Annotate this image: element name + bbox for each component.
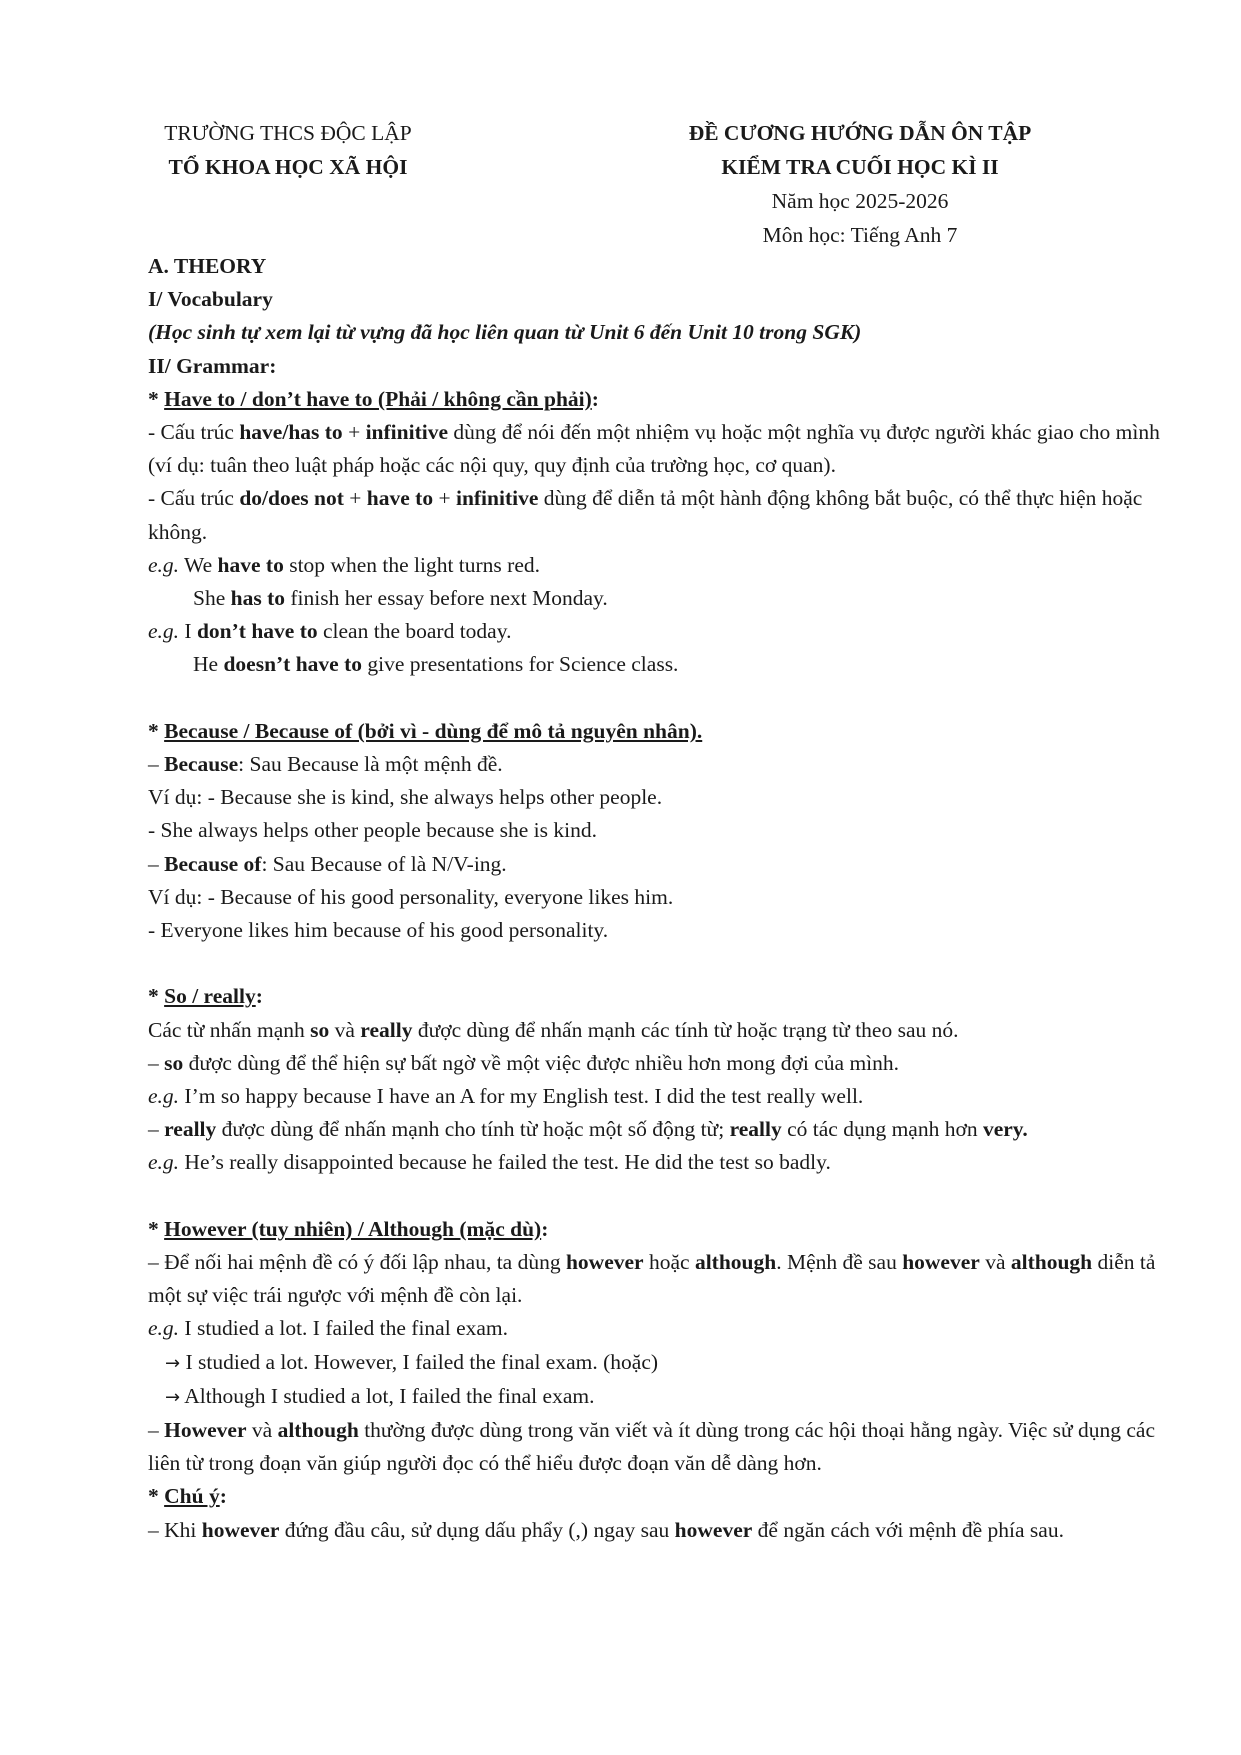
so-really-intro: Các từ nhấn mạnh so và really được dùng để nhấn mạnh các tính từ hoặc trạng từ theo sau nó.	[148, 1017, 959, 1042]
topic-heading-because: * Because / Because of (bởi vì - dùng để mô tả nguyên nhân).	[148, 718, 703, 743]
example-line: → I studied a lot. However, I failed the final exam. (hoặc)	[165, 1349, 659, 1374]
example-line: - She always helps other people because she is kind.	[148, 818, 597, 843]
header-right	[640, 116, 1080, 252]
spacer	[148, 682, 1178, 715]
document-body	[148, 250, 1178, 1547]
school-name: TRƯỜNG THCS ĐỘC LẬP	[164, 121, 412, 145]
example-line: e.g. We have to stop when the light turns red.	[148, 552, 541, 577]
arrow-right-icon: →	[165, 1352, 181, 1374]
because-of-rule: – Because of: Sau Because of là N/V-ing.	[148, 851, 507, 876]
example-line: e.g. He’s really disappointed because he failed the test. He did the test so badly.	[148, 1150, 831, 1175]
header-left	[118, 116, 458, 184]
really-rule: – really được dùng để nhấn mạnh cho tính từ hoặc một số động từ; really có tác dụng mạnh hơn very.	[148, 1117, 1028, 1142]
arrow-right-icon: →	[165, 1386, 181, 1408]
spacer	[148, 947, 1178, 980]
note-heading: * Chú ý:	[148, 1484, 227, 1509]
topic-heading-have-to: * Have to / don’t have to (Phải / không cần phải):	[148, 386, 599, 411]
section-heading-grammar: II/ Grammar:	[148, 353, 277, 378]
spacer	[148, 1180, 1178, 1213]
topic-heading-so-really: * So / really:	[148, 984, 263, 1009]
example-line: e.g. I’m so happy because I have an A for my English test. I did the test really well.	[148, 1084, 864, 1109]
topic-heading-however-although: * However (tuy nhiên) / Although (mặc dù):	[148, 1216, 549, 1241]
so-rule: – so được dùng để thể hiện sự bất ngờ về một việc được nhiều hơn mong đợi của mình.	[148, 1050, 900, 1075]
because-rule: – Because: Sau Because là một mệnh đề.	[148, 752, 503, 777]
have-to-rule: - Cấu trúc have/has to + infinitive dùng để nói đến một nhiệm vụ hoặc một nghĩa vụ được người khác giao cho mình (ví dụ: tuân theo luật pháp hoặc các nội quy, quy định của trường học, cơ quan).	[148, 420, 1160, 478]
example-line: Ví dụ: - Because she is kind, she always helps other people.	[148, 785, 663, 810]
subject: Môn học: Tiếng Anh 7	[762, 223, 958, 247]
document-title: ĐỀ CƯƠNG HƯỚNG DẪN ÔN TẬP	[688, 121, 1032, 145]
document-subtitle: KIỂM TRA CUỐI HỌC KÌ II	[721, 155, 999, 179]
example-line: Ví dụ: - Because of his good personality, everyone likes him.	[148, 884, 674, 909]
school-year: Năm học 2025-2026	[771, 189, 949, 213]
vocabulary-note: (Học sinh tự xem lại từ vựng đã học liên quan từ Unit 6 đến Unit 10 trong SGK)	[148, 320, 862, 345]
however-comma-note: – Khi however đứng đầu câu, sử dụng dấu phẩy (,) ngay sau however để ngăn cách với mệnh đề phía sau.	[148, 1517, 1064, 1542]
example-line: She has to finish her essay before next Monday.	[193, 586, 608, 611]
department-name: TỔ KHOA HỌC XÃ HỘI	[168, 155, 408, 179]
section-heading-theory: A. THEORY	[148, 254, 267, 278]
example-line: - Everyone likes him because of his good personality.	[148, 918, 609, 943]
example-line: He doesn’t have to give presentations for Science class.	[193, 652, 679, 677]
dont-have-to-rule: - Cấu trúc do/does not + have to + infinitive dùng để diễn tả một hành động không bắt buộc, có thể thực hiện hoặc không.	[148, 486, 1143, 544]
example-line: → Although I studied a lot, I failed the final exam.	[165, 1383, 595, 1408]
section-heading-vocabulary: I/ Vocabulary	[148, 287, 273, 312]
example-line: e.g. I studied a lot. I failed the final exam.	[148, 1316, 509, 1341]
however-although-rule: – Để nối hai mệnh đề có ý đối lập nhau, ta dùng however hoặc although. Mệnh đề sau however và although diễn tả một sự việc trái ngược với mệnh đề còn lại.	[148, 1250, 1156, 1308]
example-line: e.g. I don’t have to clean the board today.	[148, 619, 512, 644]
however-usage-note: – However và although thường được dùng trong văn viết và ít dùng trong các hội thoại hằng ngày. Việc sử dụng các liên từ trong đoạn văn giúp người đọc có thể hiểu được đoạn văn dễ dàng hơn.	[148, 1418, 1156, 1476]
